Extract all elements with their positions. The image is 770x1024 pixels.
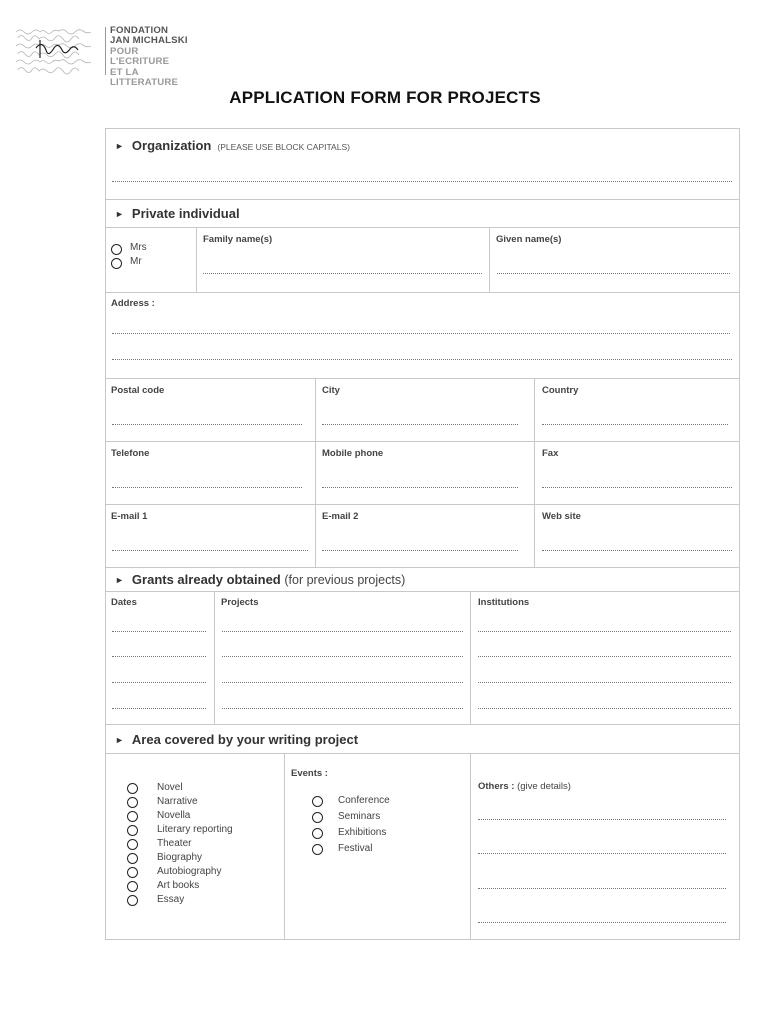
arrow-right-icon: ► xyxy=(115,141,124,151)
organization-note: (PLEASE USE BLOCK CAPITALS) xyxy=(217,142,350,152)
logo-line: JAN MICHALSKI xyxy=(110,35,188,47)
grant-date-field[interactable] xyxy=(112,682,206,683)
logo-line: ET LA xyxy=(110,66,139,78)
others-field[interactable] xyxy=(478,819,726,820)
address-label: Address : xyxy=(111,298,155,309)
section-divider xyxy=(105,724,740,725)
logo-line: POUR xyxy=(110,45,139,57)
logo-divider xyxy=(105,27,106,75)
genre-radio[interactable] xyxy=(127,867,138,878)
website-field[interactable] xyxy=(542,550,732,551)
section-divider xyxy=(105,567,740,568)
grants-title: Grants already obtained xyxy=(131,572,281,587)
organization-heading xyxy=(115,138,350,153)
genre-label: Novella xyxy=(157,810,191,821)
events-label: Events : xyxy=(291,768,328,779)
logo-line: L'ECRITURE xyxy=(110,56,170,68)
city-field[interactable] xyxy=(322,424,518,425)
fax-label: Fax xyxy=(542,448,559,459)
grant-institution-field[interactable] xyxy=(478,708,731,709)
area-title: Area covered by your writing project xyxy=(131,732,359,747)
grant-date-field[interactable] xyxy=(112,631,206,632)
genre-radio[interactable] xyxy=(127,895,138,906)
logo-line: LITTERATURE xyxy=(110,77,179,89)
address-field-line1[interactable] xyxy=(112,333,730,334)
mrs-label: Mrs xyxy=(130,242,147,253)
mobile-phone-label: Mobile phone xyxy=(322,448,384,459)
genre-radio[interactable] xyxy=(127,881,138,892)
genre-label: Autobiography xyxy=(157,866,222,877)
column-divider xyxy=(284,753,285,940)
others-note: (give details) xyxy=(517,781,571,792)
grant-project-field[interactable] xyxy=(222,656,463,657)
email1-field[interactable] xyxy=(112,550,308,551)
genre-radio[interactable] xyxy=(127,811,138,822)
foundation-logo-scribble xyxy=(14,26,104,78)
event-label: Seminars xyxy=(338,811,381,822)
arrow-right-icon: ► xyxy=(115,575,124,585)
grant-institution-field[interactable] xyxy=(478,682,731,683)
section-divider xyxy=(105,591,740,592)
section-divider xyxy=(105,753,740,754)
mr-radio[interactable] xyxy=(111,258,122,269)
others-field[interactable] xyxy=(478,853,726,854)
city-label: City xyxy=(322,385,340,396)
page-title: APPLICATION FORM FOR PROJECTS xyxy=(229,88,541,107)
event-radio[interactable] xyxy=(312,812,323,823)
given-name-label: Given name(s) xyxy=(496,234,562,245)
genre-label: Narrative xyxy=(157,796,198,807)
grant-institution-field[interactable] xyxy=(478,631,731,632)
family-name-field[interactable] xyxy=(203,273,482,274)
event-radio[interactable] xyxy=(312,844,323,855)
fax-field[interactable] xyxy=(542,487,732,488)
private-individual-title: Private individual xyxy=(131,206,240,221)
column-divider xyxy=(470,753,471,940)
grants-note: (for previous projects) xyxy=(284,573,406,587)
event-radio[interactable] xyxy=(312,828,323,839)
grants-projects-header: Projects xyxy=(221,597,259,608)
area-heading xyxy=(115,732,358,747)
event-radio[interactable] xyxy=(312,796,323,807)
telefone-field[interactable] xyxy=(112,487,302,488)
genre-label: Art books xyxy=(157,880,200,891)
section-divider xyxy=(105,199,740,200)
organization-field[interactable] xyxy=(112,181,732,182)
others-field[interactable] xyxy=(478,922,726,923)
others-label-text: Others : xyxy=(478,781,515,792)
column-divider xyxy=(470,591,471,724)
section-divider xyxy=(105,292,740,293)
column-divider xyxy=(214,591,215,724)
postal-code-field[interactable] xyxy=(112,424,302,425)
website-label: Web site xyxy=(542,511,581,522)
genre-radio[interactable] xyxy=(127,797,138,808)
mobile-phone-field[interactable] xyxy=(322,487,518,488)
genre-radio[interactable] xyxy=(127,839,138,850)
grant-project-field[interactable] xyxy=(222,708,463,709)
country-field[interactable] xyxy=(542,424,728,425)
email2-field[interactable] xyxy=(322,550,518,551)
genre-radio[interactable] xyxy=(127,783,138,794)
genre-radio[interactable] xyxy=(127,853,138,864)
column-divider xyxy=(489,227,490,292)
column-divider xyxy=(315,378,316,567)
column-divider xyxy=(534,378,535,567)
grant-date-field[interactable] xyxy=(112,708,206,709)
section-divider xyxy=(105,378,740,379)
arrow-right-icon: ► xyxy=(115,209,124,219)
column-divider xyxy=(196,227,197,292)
arrow-right-icon: ► xyxy=(115,735,124,745)
genre-label: Essay xyxy=(157,894,185,905)
logo-line: FONDATION xyxy=(110,25,169,36)
section-divider xyxy=(105,227,740,228)
grants-institutions-header: Institutions xyxy=(478,597,530,608)
telefone-label: Telefone xyxy=(111,448,150,459)
others-label xyxy=(478,781,571,792)
grants-heading xyxy=(115,572,405,587)
section-divider xyxy=(105,504,740,505)
mrs-radio[interactable] xyxy=(111,244,122,255)
grants-dates-header: Dates xyxy=(111,597,137,608)
email2-label: E-mail 2 xyxy=(322,511,359,522)
private-individual-heading xyxy=(115,206,240,221)
grant-project-field[interactable] xyxy=(222,682,463,683)
grant-project-field[interactable] xyxy=(222,631,463,632)
event-label: Festival xyxy=(338,843,373,854)
given-name-field[interactable] xyxy=(497,273,730,274)
grant-date-field[interactable] xyxy=(112,656,206,657)
genre-label: Biography xyxy=(157,852,203,863)
event-label: Exhibitions xyxy=(338,827,387,838)
genre-label: Literary reporting xyxy=(157,824,233,835)
genre-radio[interactable] xyxy=(127,825,138,836)
family-name-label: Family name(s) xyxy=(203,234,273,245)
address-field-line2[interactable] xyxy=(112,359,732,360)
genre-label: Novel xyxy=(157,782,183,793)
foundation-logo-text xyxy=(110,26,188,88)
section-divider xyxy=(105,441,740,442)
email1-label: E-mail 1 xyxy=(111,511,148,522)
organization-title: Organization xyxy=(131,138,212,153)
others-field[interactable] xyxy=(478,888,726,889)
postal-code-label: Postal code xyxy=(111,385,165,396)
grant-institution-field[interactable] xyxy=(478,656,731,657)
mr-label: Mr xyxy=(130,256,142,267)
country-label: Country xyxy=(542,385,579,396)
genre-label: Theater xyxy=(157,838,192,849)
event-label: Conference xyxy=(338,795,390,806)
